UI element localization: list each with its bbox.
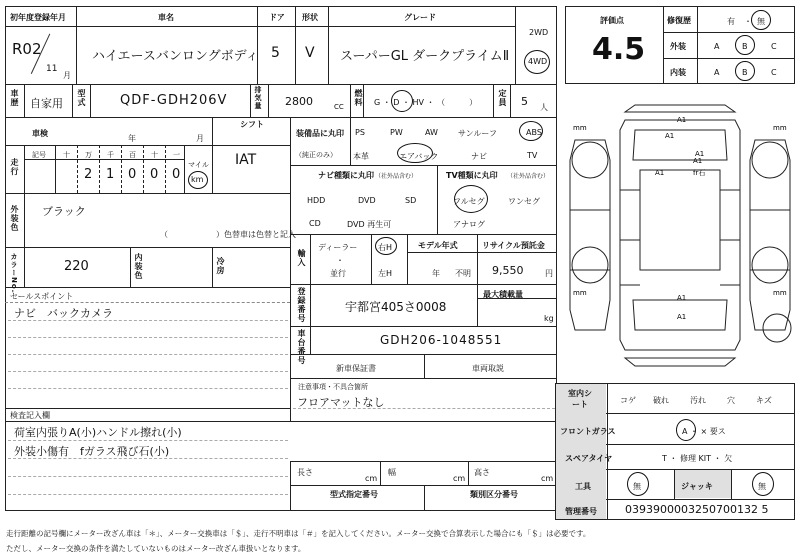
- length-unit: cm: [365, 474, 378, 483]
- seat-item: 破れ: [653, 396, 669, 405]
- grade-value: スーパーGL ダークプライムⅡ: [340, 49, 510, 64]
- repair-no-circle: [751, 10, 771, 30]
- vehicle-manual: 車両取説: [472, 364, 504, 373]
- car-damage-diagram: [565, 100, 795, 370]
- tv-label: TV種類に丸印: [446, 171, 498, 180]
- spare-label: スペアタイヤ: [565, 454, 613, 463]
- color-no-value: 220: [64, 259, 89, 274]
- height-unit: cm: [541, 474, 554, 483]
- mileage-unit: 十: [63, 151, 70, 159]
- usage-value: 自家用: [30, 97, 63, 110]
- sales-point-value: ナビ バックカメラ: [14, 307, 113, 320]
- tv-fullseg: フルセグ: [453, 197, 485, 206]
- drive-4wd: 4WD: [528, 57, 548, 66]
- repair-dot: ・: [744, 17, 752, 26]
- fullseg-circle: [454, 185, 488, 213]
- km-label: km: [191, 175, 204, 184]
- equipment-item: エアバック: [399, 152, 439, 161]
- shift-label: シフト: [240, 120, 264, 129]
- glass-value: A ・ × 要ス: [682, 427, 726, 436]
- type-cert-label: 型式指定番号: [330, 490, 378, 499]
- displacement-label: 排気量: [254, 86, 262, 110]
- equipment-item: ABS: [526, 128, 542, 137]
- repair-label: 修復歴: [667, 16, 691, 25]
- fuel-value: G ・ D ・ HV ・ （ ）: [374, 98, 478, 107]
- jack-circle: [752, 472, 774, 496]
- mileage-unit: 百: [129, 151, 136, 159]
- footer-line2: ただし、メーター交換の条件を満たしていないものはメーター改ざん車扱いとなります。: [6, 544, 306, 553]
- equipment-item: 本革: [353, 152, 369, 161]
- mileage-digit: 0: [128, 167, 137, 182]
- notes-value: フロアマットなし: [297, 396, 385, 409]
- seat-item: 穴: [727, 396, 735, 405]
- width-label: 幅: [388, 468, 396, 477]
- shape-value: V: [305, 45, 315, 61]
- airbag-circle: [397, 143, 433, 163]
- tv-oneseg: ワンセグ: [508, 197, 540, 206]
- inspector-line2: 外装小傷有 fガラス飛び石(小): [14, 445, 170, 458]
- score-label: 評価点: [600, 16, 624, 25]
- mileage-unit: 万: [85, 151, 92, 159]
- shift-value: IAT: [235, 152, 257, 168]
- navi-dvd-play: DVD 再生可: [347, 220, 392, 229]
- chassis-value: GDH206-1048551: [380, 333, 503, 347]
- grade-label: グレード: [404, 13, 436, 22]
- equipment-item: TV: [527, 151, 538, 160]
- int-a: A: [714, 68, 720, 77]
- mile-label: マイル: [188, 161, 209, 169]
- repair-no: 無: [757, 17, 765, 26]
- glass-a-circle: [676, 419, 696, 441]
- mileage-unit: 千: [107, 151, 114, 159]
- navi-hdd: HDD: [307, 196, 326, 205]
- mileage-unit: 一: [173, 151, 180, 159]
- import-label: 輸入: [297, 249, 306, 267]
- diagram-a1-top: A1: [677, 116, 687, 124]
- repair-yes: 有: [727, 17, 735, 26]
- mgmt-value: 0393900003250700132 5: [625, 503, 769, 516]
- equipment-item: AW: [425, 128, 438, 137]
- capacity-label: 定員: [498, 89, 507, 107]
- height-label: 高さ: [474, 468, 490, 477]
- mgmt-label: 管理番号: [565, 507, 597, 516]
- jack-value: 無: [758, 482, 766, 491]
- footer-line1: 走行距離の記号欄にメーター改ざん車は「＊」、メーター交換車は「＄」、走行不明車は「＃」を記入してください。メーター交換で合算表示した場合にも「＄」は必要です。: [6, 529, 591, 538]
- abs-circle: [519, 121, 543, 141]
- mileage-digit: 0: [150, 167, 159, 182]
- ext-b-circle: [735, 35, 755, 55]
- new-car-warranty: 新車保証書: [336, 364, 376, 373]
- mileage-digit: 0: [172, 167, 181, 182]
- import-left: 左H: [378, 269, 393, 278]
- seat-item: コゲ: [620, 396, 636, 405]
- fuel-d-circle: [391, 90, 413, 112]
- ac-label: 冷房: [216, 257, 225, 275]
- model-year-label: モデル年式: [418, 241, 458, 250]
- equipment-sub: （純正のみ）: [295, 151, 337, 159]
- equipment-item: ナビ: [471, 152, 487, 161]
- int-b: B: [742, 68, 748, 77]
- int-b-circle: [735, 61, 755, 81]
- chassis-label: 車台番号: [297, 329, 306, 365]
- inspection-month: 月: [196, 134, 204, 143]
- model-label: 車名: [158, 13, 174, 22]
- interior-color-label: 内装色: [134, 253, 143, 280]
- ext-b: B: [742, 42, 748, 51]
- recycle-label: リサイクル預託金: [482, 241, 545, 250]
- inspection-label: 車検: [32, 129, 48, 138]
- reg-month-unit: 月: [63, 71, 71, 80]
- diagram-a1-right: A1: [677, 294, 687, 302]
- mileage-unit: 十: [151, 151, 158, 159]
- drive-2wd: 2WD: [529, 28, 549, 37]
- registration-value: 宇都宮405さ0008: [345, 300, 447, 314]
- seat-item: キズ: [756, 396, 772, 405]
- cc-unit: CC: [334, 103, 344, 111]
- diagram-a1-mid2: A1: [693, 157, 703, 165]
- navi-cd: CD: [309, 219, 321, 228]
- import-parallel: 並行: [330, 269, 346, 278]
- ext-c: C: [771, 42, 777, 51]
- import-dealer: ディーラー: [318, 243, 358, 252]
- fuel-label: 燃料: [354, 89, 363, 107]
- ext-a: A: [714, 42, 720, 51]
- diagram-mm-br: mm: [773, 289, 787, 297]
- navi-sd: SD: [405, 196, 417, 205]
- color-value: ブラック: [42, 205, 86, 218]
- navi-dvd: DVD: [358, 196, 376, 205]
- reg-month: 11: [46, 64, 58, 74]
- jack-label: ジャッキ: [681, 482, 713, 491]
- score-value: 4.5: [592, 32, 646, 67]
- door-value: 5: [271, 45, 280, 61]
- mileage-digit: 1: [106, 167, 115, 182]
- right-h-circle: [375, 237, 397, 255]
- model-year-unknown: 不明: [455, 269, 471, 278]
- diagram-a1-bottom: A1: [677, 313, 687, 321]
- shape-label: 形状: [302, 13, 318, 22]
- equipment-item: PW: [390, 128, 403, 137]
- glass-label: フロントガラス: [560, 427, 616, 436]
- max-load-label: 最大積載量: [483, 290, 523, 299]
- usage-label: 車歴: [10, 89, 19, 107]
- tv-analog: アナログ: [453, 220, 485, 229]
- max-load-unit: kg: [544, 314, 554, 323]
- color-note: （ ）色替車は色替と記入: [160, 230, 296, 239]
- recycle-value: 9,550: [492, 264, 524, 277]
- displacement-value: 2800: [285, 95, 313, 108]
- inspector-line1: 荷室内張りA(小)ハンドル擦れ(小): [14, 426, 182, 439]
- model-value: ハイエースバンロングボディ: [92, 49, 259, 64]
- seat-item: 汚れ: [690, 396, 706, 405]
- sales-point-label: セールスポイント: [10, 292, 74, 301]
- tools-circle: [627, 472, 649, 496]
- capacity-value: 5: [521, 95, 528, 108]
- length-label: 長さ: [297, 468, 313, 477]
- int-c: C: [771, 68, 777, 77]
- diagram-a1-mid: A1: [695, 150, 705, 158]
- capacity-unit: 人: [540, 103, 548, 112]
- color-no-label: カラーNo.: [10, 253, 18, 294]
- interior-label: 内装: [670, 68, 686, 77]
- inspection-year: 年: [128, 134, 136, 143]
- class-no-label: 類別区分番号: [470, 490, 518, 499]
- import-right: 右H: [378, 243, 393, 252]
- tools-label: 工具: [575, 482, 591, 491]
- recycle-yen: 円: [545, 269, 553, 278]
- navi-label: ナビ種類に丸印: [318, 171, 374, 180]
- mileage-label: 走行: [10, 158, 19, 176]
- navi-sub: （社外品含む）: [375, 173, 418, 180]
- spare-value: T ・ 修理 KIT ・ 欠: [662, 454, 733, 463]
- notes-label: 注意事項・不具合箇所: [298, 383, 368, 391]
- diagram-a1-left: A1: [655, 169, 665, 177]
- type-value: QDF-GDH206V: [120, 93, 228, 108]
- reg-year-label: 初年度登録年月: [10, 13, 66, 22]
- width-unit: cm: [453, 474, 466, 483]
- mileage-marks-label: 記号: [32, 151, 46, 159]
- inspector-label: 検査記入欄: [10, 411, 50, 420]
- registration-label: 登録番号: [297, 287, 306, 323]
- equipment-item: サンルーフ: [458, 129, 497, 138]
- type-label: 型式: [77, 89, 86, 107]
- mileage-digit: 2: [84, 167, 93, 182]
- equipment-label: 装備品に丸印: [296, 129, 344, 138]
- tv-sub: （社外品含む）: [507, 173, 550, 180]
- color-label: 外装色: [10, 205, 19, 232]
- tools-value: 無: [633, 482, 641, 491]
- reg-year: R02: [12, 40, 42, 58]
- diagram-mm-tl: mm: [573, 124, 587, 132]
- diagram-mm-bl: mm: [573, 289, 587, 297]
- diagram-mm-tr: mm: [773, 124, 787, 132]
- equipment-item: PS: [355, 128, 365, 137]
- exterior-label: 外装: [670, 42, 686, 51]
- model-year-unit: 年: [432, 269, 440, 278]
- diagram-a1-top2: A1: [665, 132, 675, 140]
- diagram-fr-stone: fr石: [693, 169, 706, 177]
- door-label: ドア: [269, 13, 285, 22]
- seat-label: 室内シート: [568, 389, 592, 409]
- import-dot: ・: [336, 256, 344, 265]
